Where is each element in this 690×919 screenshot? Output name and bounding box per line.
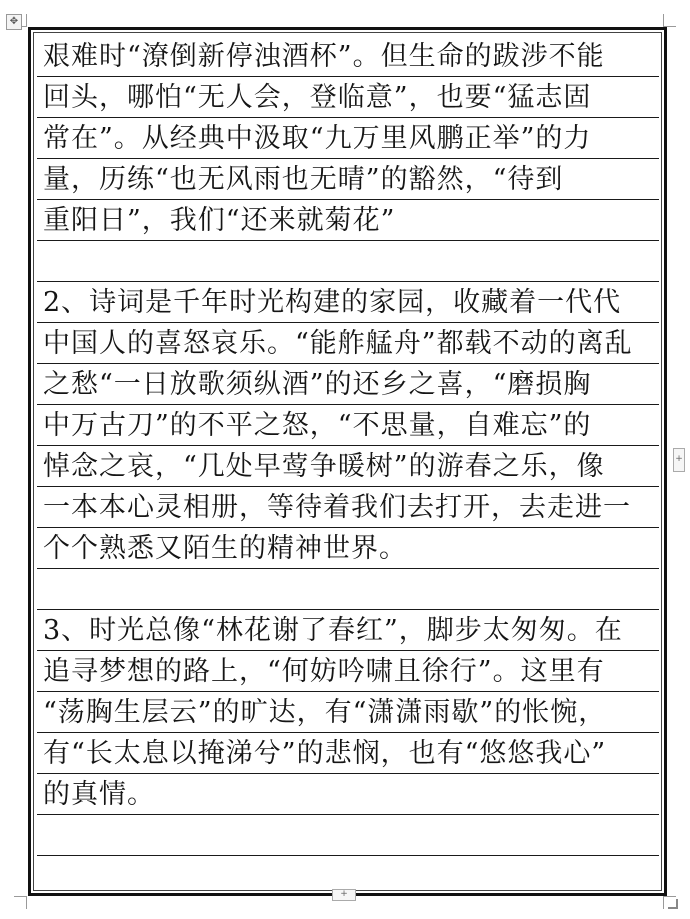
- text-line: 量，历练“也无风雨也无晴”的豁然，“待到: [37, 160, 659, 200]
- lined-writing-sheet: [37, 37, 659, 857]
- text-line: 回头，哪怕“无人会，登临意”，也要“猛志固: [37, 78, 659, 118]
- text-line: 重阳日”，我们“还来就菊花”: [37, 201, 659, 241]
- table-resize-handle-icon[interactable]: +: [673, 448, 685, 472]
- text-line: [37, 242, 659, 282]
- text-line: 中万古刀”的不平之怒，“不思量，自难忘”的: [37, 406, 659, 446]
- text-line: 有“长太息以掩涕兮”的悲悯，也有“悠悠我心”: [37, 734, 659, 774]
- text-line: 3、时光总像“林花谢了春红”，脚步太匆匆。在: [37, 611, 659, 651]
- text-line: 追寻梦想的路上，“何妨吟啸且徐行”。这里有: [37, 652, 659, 692]
- page-corner-mark: [14, 896, 27, 909]
- corner-resize-icon[interactable]: [668, 899, 678, 909]
- text-line: 的真情。: [37, 775, 659, 815]
- text-line: “荡胸生层云”的旷达，有“潇潇雨歇”的怅惋，: [37, 693, 659, 733]
- page-corner-mark: [663, 14, 676, 27]
- text-line: 常在”。从经典中汲取“九万里风鹏正举”的力: [37, 119, 659, 159]
- text-line: [37, 816, 659, 856]
- table-move-handle-icon[interactable]: ✥: [6, 14, 22, 30]
- text-line: 个个熟悉又陌生的精神世界。: [37, 529, 659, 569]
- text-line: 中国人的喜怒哀乐。“能舴艋舟”都载不动的离乱: [37, 324, 659, 364]
- text-line: [37, 570, 659, 610]
- text-line: 一本本心灵相册，等待着我们去打开，去走进一: [37, 488, 659, 528]
- text-line: 悼念之哀，“几处早莺争暖树”的游春之乐，像: [37, 447, 659, 487]
- text-line: 艰难时“潦倒新停浊酒杯”。但生命的跋涉不能: [37, 37, 659, 77]
- row-add-handle-icon[interactable]: +: [332, 889, 356, 901]
- text-line: 2、诗词是千年时光构建的家园，收藏着一代代: [37, 283, 659, 323]
- text-line: 之愁“一日放歌须纵酒”的还乡之喜，“磨损胸: [37, 365, 659, 405]
